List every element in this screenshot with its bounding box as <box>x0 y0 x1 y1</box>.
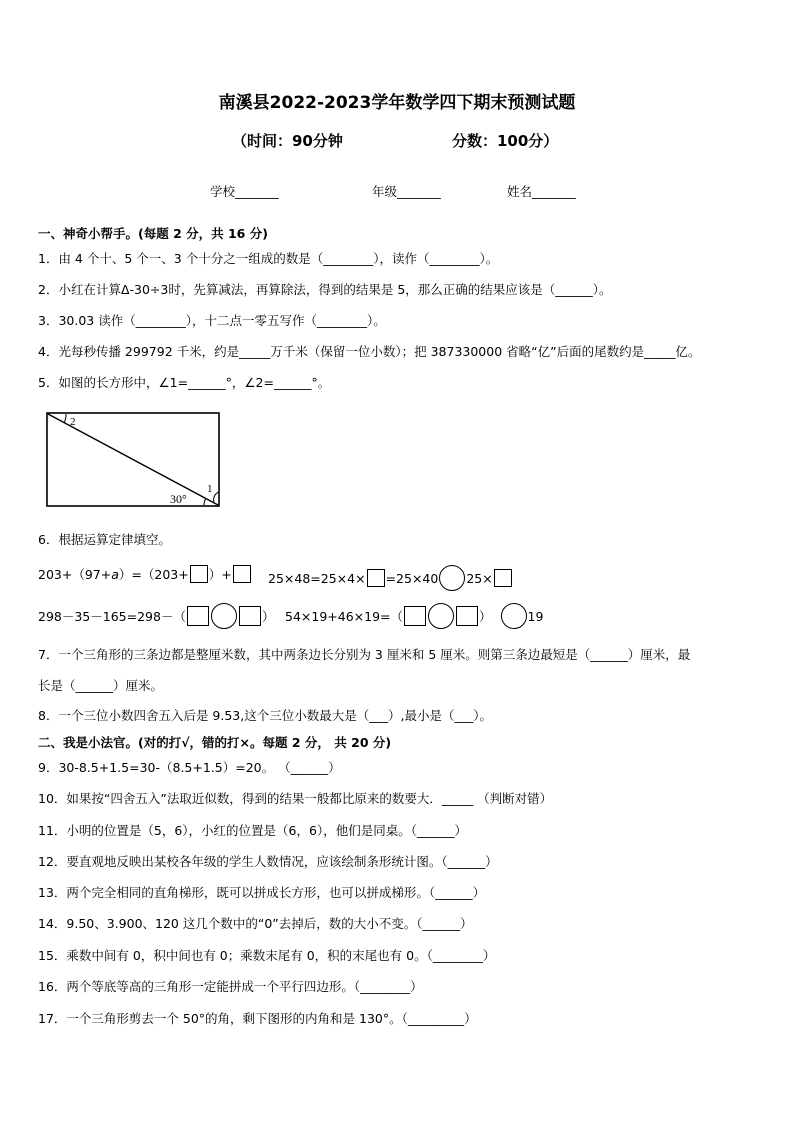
operator-circle[interactable] <box>501 603 527 629</box>
question-13: 13．两个完全相同的直角梯形，既可以拼成长方形，也可以拼成梯形。（______） <box>38 885 486 900</box>
total-score: 分数：100分） <box>452 132 559 150</box>
answer-box[interactable] <box>187 606 209 626</box>
rectangle-figure <box>44 410 222 510</box>
name-field[interactable]: 姓名_______ <box>507 184 576 199</box>
question-15: 15．乘数中间有 0，积中间也有 0；乘数末尾有 0，积的末尾也有 0。（________） <box>38 948 496 963</box>
question-3: 3．30.03 读作（________），十二点一零五写作（________）。 <box>38 313 386 328</box>
question-17: 17．一个三角形剪去一个 50°的角，剩下图形的内角和是 130°。（_________） <box>38 1011 477 1026</box>
grade-field[interactable]: 年级_______ <box>372 184 441 199</box>
question-6: 6．根据运算定律填空。 <box>38 532 171 547</box>
operator-circle[interactable] <box>439 565 465 591</box>
answer-box[interactable] <box>494 569 512 587</box>
eq2-part-c: 25× <box>466 570 493 586</box>
question-8: 8．一个三位小数四舍五入后是 9.53,这个三位小数最大是（___）,最小是（___）。 <box>38 708 492 723</box>
eq3-part-a: 298－35－165=298－（ <box>38 609 186 624</box>
question-10: 10．如果按“四舍五入”法取近似数，得到的结果一般都比原来的数要大．_____ （判断对错） <box>38 791 553 806</box>
eq2-part-b: =25×40 <box>385 570 439 586</box>
eq4-part-b: ） <box>479 609 492 624</box>
section-2-heading: 二、我是小法官。(对的打√，错的打×。每题 2 分， 共 20 分) <box>38 735 392 750</box>
eq1-part-b: ）=（203+ <box>118 567 189 582</box>
eq1-part-a: 203+（97+ <box>38 567 112 582</box>
question-5: 5．如图的长方形中，∠1=______°，∠2=______°。 <box>38 375 331 390</box>
eq1-part-c: ）+ <box>208 567 232 582</box>
eq4-part-c: 19 <box>527 608 544 624</box>
equation-1 <box>38 565 252 583</box>
question-9: 9．30-8.5+1.5=30-（8.5+1.5）=20。 （______） <box>38 760 341 775</box>
question-7-line-2: 长是（______）厘米。 <box>38 678 164 693</box>
eq4-part-a: 54×19+46×19=（ <box>285 609 404 624</box>
answer-box[interactable] <box>239 606 261 626</box>
question-7-line-1: 7．一个三角形的三条边都是整厘米数，其中两条边长分别为 3 厘米和 5 厘米。则第三条边最短是（______）厘米，最 <box>38 647 691 662</box>
page-title: 南溪县2022-2023学年数学四下期末预测试题 <box>218 93 576 113</box>
angle-2-label: 2 <box>70 416 76 428</box>
operator-circle[interactable] <box>211 603 237 629</box>
angle-1-arc <box>214 492 219 502</box>
answer-box[interactable] <box>190 565 208 583</box>
angle-30-label: 30° <box>170 492 187 506</box>
answer-box[interactable] <box>456 606 478 626</box>
equation-4 <box>285 603 543 629</box>
question-1: 1．由 4 个十、5 个一、3 个十分之一组成的数是（________），读作（________）。 <box>38 251 499 266</box>
angle-1-label: 1 <box>207 483 213 495</box>
operator-circle[interactable] <box>428 603 454 629</box>
equation-3 <box>38 603 274 629</box>
equation-2 <box>268 565 513 591</box>
angle-30-arc <box>204 498 206 505</box>
answer-box[interactable] <box>404 606 426 626</box>
section-1-heading: 一、神奇小帮手。(每题 2 分，共 16 分) <box>38 226 268 241</box>
answer-box[interactable] <box>367 569 385 587</box>
question-11: 11．小明的位置是（5，6），小红的位置是（6，6），他们是同桌。（______） <box>38 823 467 838</box>
var-a: a <box>111 566 119 582</box>
answer-box[interactable] <box>233 565 251 583</box>
angle-2-arc <box>64 414 66 423</box>
question-4: 4．光每秒传播 299792 千米，约是_____万千米（保留一位小数）；把 387330000 省略“亿”后面的尾数约是_____亿。 <box>38 344 701 359</box>
question-16: 16．两个等底等高的三角形一定能拼成一个平行四边形。（________） <box>38 979 423 994</box>
question-12: 12．要直观地反映出某校各年级的学生人数情况，应该绘制条形统计图。（______） <box>38 854 498 869</box>
school-field[interactable]: 学校_______ <box>210 184 279 199</box>
time-limit: （时间：90分钟 <box>232 132 343 150</box>
question-2: 2．小红在计算Δ-30÷3时，先算减法，再算除法，得到的结果是 5，那么正确的结果应该是（______）。 <box>38 282 612 297</box>
question-14: 14．9.50、3.900、120 这几个数中的“0”去掉后，数的大小不变。（______） <box>38 916 473 931</box>
eq3-part-b: ） <box>261 609 275 624</box>
eq2-part-a: 25×48=25×4× <box>268 570 366 586</box>
